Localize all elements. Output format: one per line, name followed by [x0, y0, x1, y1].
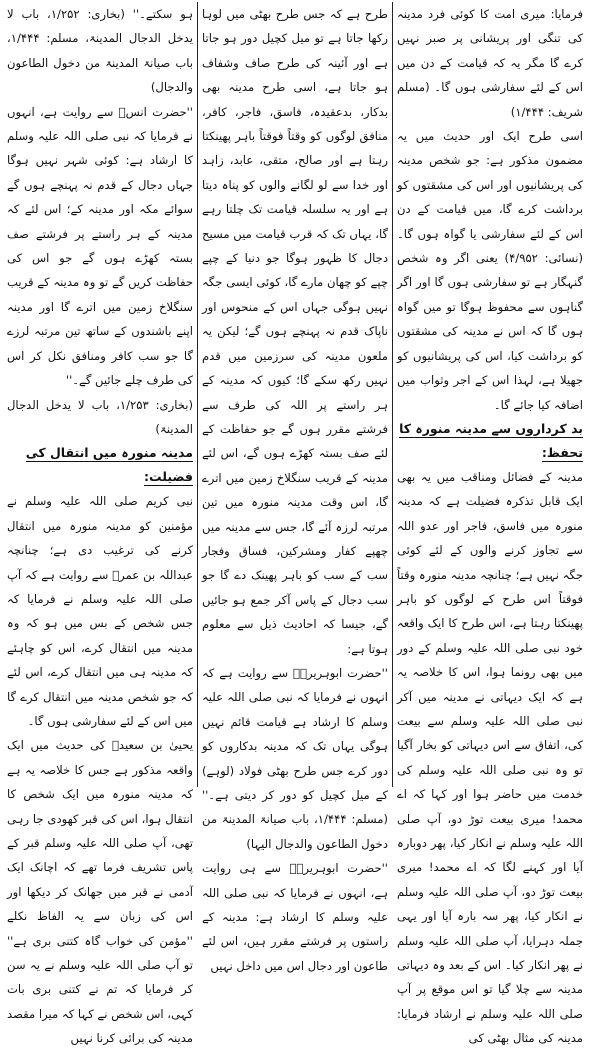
paragraph: یحییٰ بن سعیدؒ کی حدیث میں ایک واقعہ مذکور ہے جس کا خلاصہ یہ ہے کہ مدینہ منورہ میں ایک شخص کا انتقال ہوا، اس کی قبر کھودی جا رہی تھی، آپ صلی اللہ علیہ وسلم قبر کے پاس تشریف فرما تھے کہ اچانک ایک آدمی نے قبر میں جھانک کر دیکھا اور اس کی زبان سے یہ الفاظ نکلے ''مؤمن کی خواب گاہ کتنی بری ہے'' تو آپ صلی اللہ علیہ وسلم نے یہ سن کر فرمایا کہ تم نے کتنی بری بات کہی، اس شخص نے کہا کہ میرا مقصد مدینہ کی برائی کرنا نہیں — [6, 738, 193, 1046]
hadith-quote: ''حضرت انسؓ سے روایت ہے، انہوں نے فرمایا کہ نبی صلی اللہ علیہ وسلم کا ارشاد ہے: کوئی شہر نہیں ہوگا جہاں دجال کے قدم نہ پہنچے ہوں گے سوائے مکہ اور مدینہ کے؛ اس لئے کہ مدینہ کے ہر راستے پر فرشتے صف بستہ کھڑے ہوں گے جو اس کی حفاظت کریں گے تو وہ مدینہ کے قریب سنگلاخ زمین میں اترے گا اور مدینہ اپنے باشندوں کے ساتھ تین مرتبہ لرزے گا جو سب کافر ومنافق نکل کر اس کی طرف چلے جائیں گے۔'' — [7, 104, 193, 388]
column-left — [3, 2, 197, 1046]
hadith-quote: ''حضرت ابوہریرہؓ سے ہی روایت ہے، انہوں نے فرمایا کہ نبی صلی اللہ علیہ وسلم کا ارشاد ہے: مدینہ کے راستوں پر فرشتے مقرر ہیں، اس لئے طاعون اور دجال اس میں داخل نہیں — [202, 861, 388, 973]
citation: (بخاری: ۱/۲۵۳، باب لا یدخل الدجال المدینۃ) — [7, 397, 193, 436]
paragraph: اسی طرح ایک اور حدیث میں یہ مضمون مذکور ہے: جو شخص مدینہ کی پریشانیوں اور اس کی مشقتوں کو برداشت کرے گا، میں قیامت کے دن اس کے لئے سفارشی یا گواہ ہوں گا۔ (نسائی: ۴/۹۵۲) یعنی اگر وہ شخص گنہگار ہے تو سفارشی ہوں گا اور اگر گناہوں سے محفوظ ہوگا تو میں گواہ ہوں گا کہ اس نے مدینہ کی مشقتوں کو برداشت کیا، اس کی پریشانیوں کو جھیلا ہے، لہذا اس کے اجر وثواب میں اضافہ کیا جائے گا۔ — [397, 129, 583, 412]
paragraph: نبی کریم صلی اللہ علیہ وسلم نے مؤمنین کو مدینہ منورہ میں انتقال کرنے کی ترغیب دی ہے؛ چنانچہ عبداللہ بن عمرؓ سے روایت ہے کہ آپ صلی اللہ علیہ وسلم نے فرمایا کہ جس شخص کے بس میں ہو کہ وہ مدینہ میں انتقال کرے، اس کو چاہئے کہ مدینہ ہی میں انتقال کرے، اس لئے کہ جو شخص مدینہ میں انتقال کرے گا میں اس کے لئے سفارشی ہوں گا۔ — [7, 494, 193, 728]
paragraph: مدینہ کے فضائل ومناقب میں یہ بھی ایک قابل تذکرہ فضیلت ہے کہ مدینہ منورہ میں فاسق، فاجر اور عدو اللہ سے تجاوز کرنے والوں کے لئے کوئی جگہ نہیں ہے؛ چنانچہ مدینہ منورہ وقتاً فوقتاً اس طرح کے لوگوں کو باہر پھینکتا رہتا ہے، اس طرح کا ایک واقعہ خود نبی صلی اللہ علیہ وسلم کے دور میں بھی رونما ہوا، اس کا خلاصہ یہ ہے کہ ایک دیہاتی نے مدینہ میں آکر نبی صلی اللہ علیہ وسلم سے بیعت کی، اتفاق سے اس دیہاتی کو بخار آگیا تو وہ نبی صلی اللہ علیہ وسلم کی خدمت میں حاضر ہوا اور کہا کہ اے محمد! میری بیعت توڑ دو، آپ صلی اللہ علیہ وسلم نے انکار کیا، پھر دوبارہ آیا اور کہنے لگا کہ اے محمد! میری بیعت توڑ دو، آپ صلی اللہ علیہ وسلم نے انکار کیا، پھر سہ بارہ آیا اور یہی جملہ دہرایا، آپ صلی اللہ علیہ وسلم نے پھر انکار کیا۔ اس کے بعد وہ دیہاتی مدینہ سے چلا گیا تو اس موقع پر آپ صلی اللہ علیہ وسلم نے ارشاد فرمایا: مدینہ کی مثال بھٹی کی — [397, 469, 583, 1046]
citation: ہو سکتے۔'' (بخاری: ۱/۲۵۲، باب لا یدخل الدجال المدینۃ، مسلم: ۱/۴۴۴، باب صیانۃ المدینۃ من دخول الطاعون والدجال) — [7, 7, 194, 95]
section-heading — [7, 441, 193, 489]
column-right — [393, 2, 587, 1046]
paragraph: طرح ہے کہ جس طرح بھٹی میں لوہا رکھا جاتا ہے تو میل کچیل دور ہو جاتا ہے اور آئینہ کی طرح صاف وشفاف ہو جاتا ہے، اسی طرح مدینہ بھی بدکار، بدعقیدہ، فاسق، فاجر، کافر، منافق لوگوں کو وقتاً فوقتاً باہر پھینکتا رہتا ہے اور صالح، متقی، عابد، زاہد اور خدا سے لو لگانے والوں کو پناہ دیتا ہے اور یہ سلسلہ قیامت تک چلتا رہے گا، یہاں تک کہ قرب قیامت میں مسیح دجال کا ظہور ہوگا جو دنیا کے چپے چپے کو چھان مارے گا، کوئی ایسی جگہ نہیں ہوگی جہاں اس کے منحوس اور ناپاک قدم نہ پہنچے ہوں گے؛ لیکن یہ ملعون مدینہ کی سرزمین میں قدم نہیں رکھ سکے گا؛ کیوں کہ مدینہ کے ہر راستے پر اللہ کی طرف سے فرشتے مقرر ہوں گے جو حفاظت کے لئے صف بستہ کھڑے ہوں گے، اس لئے مدینہ کے قریب سنگلاخ زمین میں اترے گا، اس وقت مدینہ منورہ میں تین مرتبہ لرزہ آئے گا، جس سے مدینہ میں چھپے کفار ومشرکین، فساق وفجار سب کے سب کو باہر پھینک دے گا جو سب دجال کے پاس آکر جمع ہو جائیں گے، جیسا کہ احادیث ذیل سے معلوم ہوتا ہے: — [202, 7, 388, 656]
section-heading-text: مدینہ منورہ میں انتقال کی فضیلت: — [25, 445, 193, 485]
paragraph: فرمایا: میری امت کا کوئی فرد مدینہ کی تنگی اور پریشانی پر صبر نہیں کرے گا مگر یہ کہ قیامت کے دن میں اس کے لئے سفارشی ہوں گا۔ (مسلم شریف: ۱/۴۴۴) — [397, 7, 583, 119]
hadith-quote: ''حضرت ابوہریرہؓ سے روایت ہے کہ انہوں نے فرمایا کہ نبی صلی اللہ علیہ وسلم کا ارشاد ہے قیامت قائم نہیں ہوگی یہاں تک کہ مدینہ بدکاروں کو دور کرے جس طرح بھٹی فولاد (لوہے) کے میل کچیل کو دور کر دیتی ہے۔'' (مسلم: ۱/۴۴۴، باب صیانۃ المدینۃ من دخول الطاعون والدجال الیہا) — [202, 665, 388, 851]
column-middle — [198, 2, 392, 973]
section-heading — [397, 417, 583, 465]
section-heading-text: بد کرداروں سے مدینہ منورہ کا تحفظ: — [399, 420, 583, 460]
